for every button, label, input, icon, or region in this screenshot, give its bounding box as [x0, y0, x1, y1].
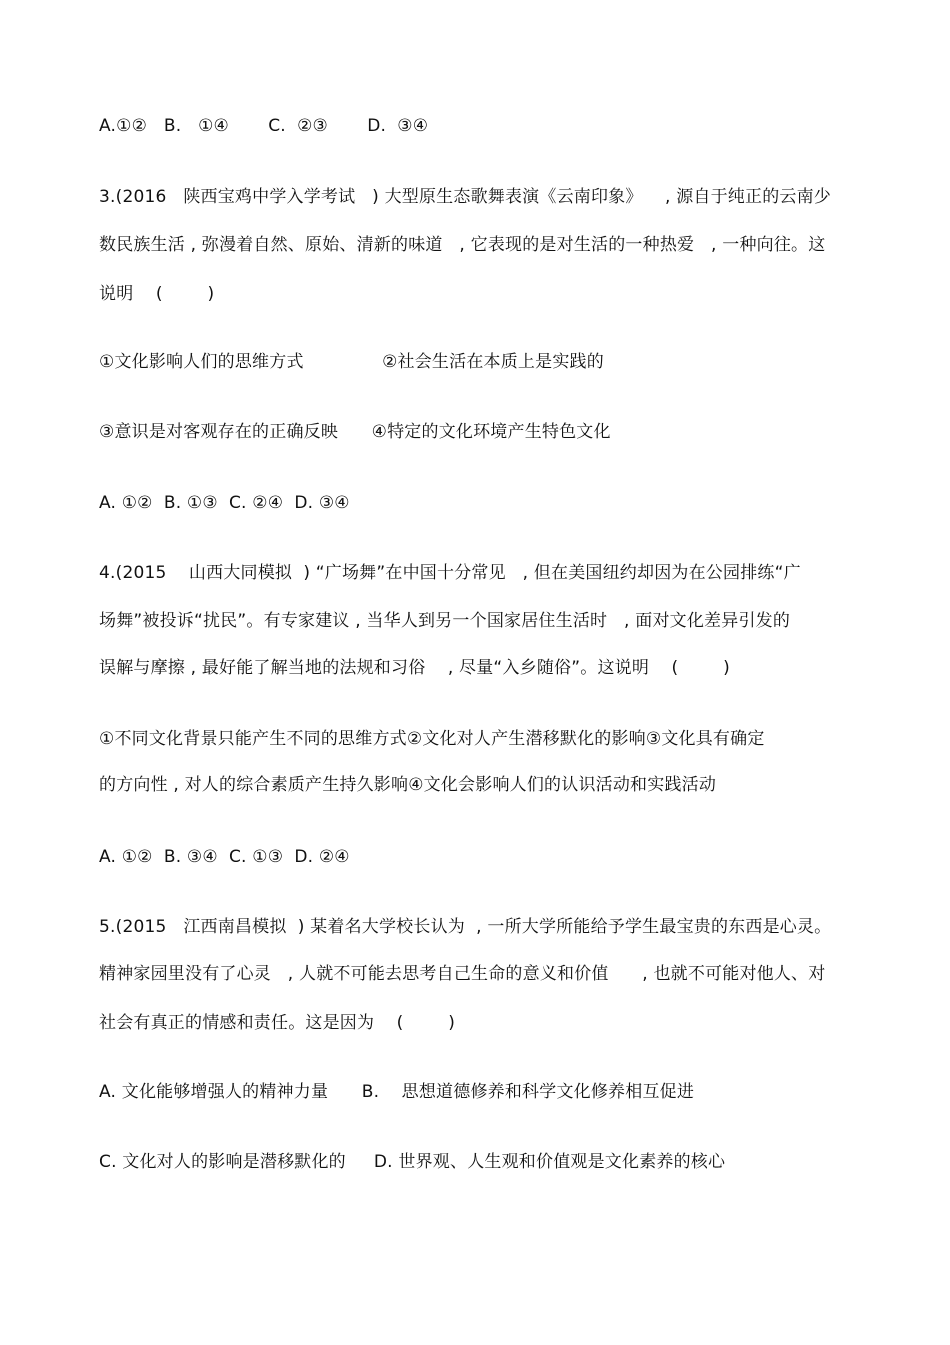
- q3-stem-line-3: 说明 ( ): [99, 284, 215, 304]
- q5-options-c-d: C. 文化对人的影响是潜移默化的 D. 世界观、人生观和价值观是文化素养的核心: [99, 1152, 726, 1172]
- q4-stem-line-2: 场舞”被投诉“扰民”。有专家建议 , 当华人到另一个国家居住生活时 , 面对文化差异引发的: [99, 611, 791, 631]
- q5-stem-line-3: 社会有真正的情感和责任。这是因为 ( ): [99, 1013, 456, 1033]
- q4-answer-options: A. ①② B. ③④ C. ①③ D. ②④: [99, 847, 350, 867]
- q5-stem-line-1: 5.(2015 江西南昌模拟 ) 某着名大学校长认为 , 一所大学所能给予学生最宝贵的东西是心灵。: [99, 917, 832, 937]
- q4-stem-line-3: 误解与摩擦 , 最好能了解当地的法规和习俗 , 尽量“入乡随俗”。这说明 ( ): [99, 658, 730, 678]
- q4-stem-line-1: 4.(2015 山西大同模拟 ) “广场舞”在中国十分常见 , 但在美国纽约却因为在公园排练“广: [99, 563, 801, 583]
- q3-statements-1-2: ①文化影响人们的思维方式 ②社会生活在本质上是实践的: [99, 352, 604, 372]
- q2-answer-options: A.①② B. ①④ C. ②③ D. ③④: [99, 116, 429, 136]
- q4-statements-line-2: 的方向性 , 对人的综合素质产生持久影响④文化会影响人们的认识活动和实践活动: [99, 775, 717, 795]
- q5-options-a-b: A. 文化能够增强人的精神力量 B. 思想道德修养和科学文化修养相互促进: [99, 1082, 695, 1102]
- q3-answer-options: A. ①② B. ①③ C. ②④ D. ③④: [99, 493, 350, 513]
- q5-stem-line-2: 精神家园里没有了心灵 , 人就不可能去思考自己生命的意义和价值 , 也就不可能对他人、对: [99, 964, 826, 984]
- q3-stem-line-2: 数民族生活 , 弥漫着自然、原始、清新的味道 , 它表现的是对生活的一种热爱 , 一种向往。这: [99, 235, 826, 255]
- q4-statements-line-1: ①不同文化背景只能产生不同的思维方式②文化对人产生潜移默化的影响③文化具有确定: [99, 729, 765, 749]
- q3-statements-3-4: ③意识是对客观存在的正确反映 ④特定的文化环境产生特色文化: [99, 422, 611, 442]
- q3-stem-line-1: 3.(2016 陕西宝鸡中学入学考试 ) 大型原生态歌舞表演《云南印象》 , 源自于纯正的云南少: [99, 187, 831, 207]
